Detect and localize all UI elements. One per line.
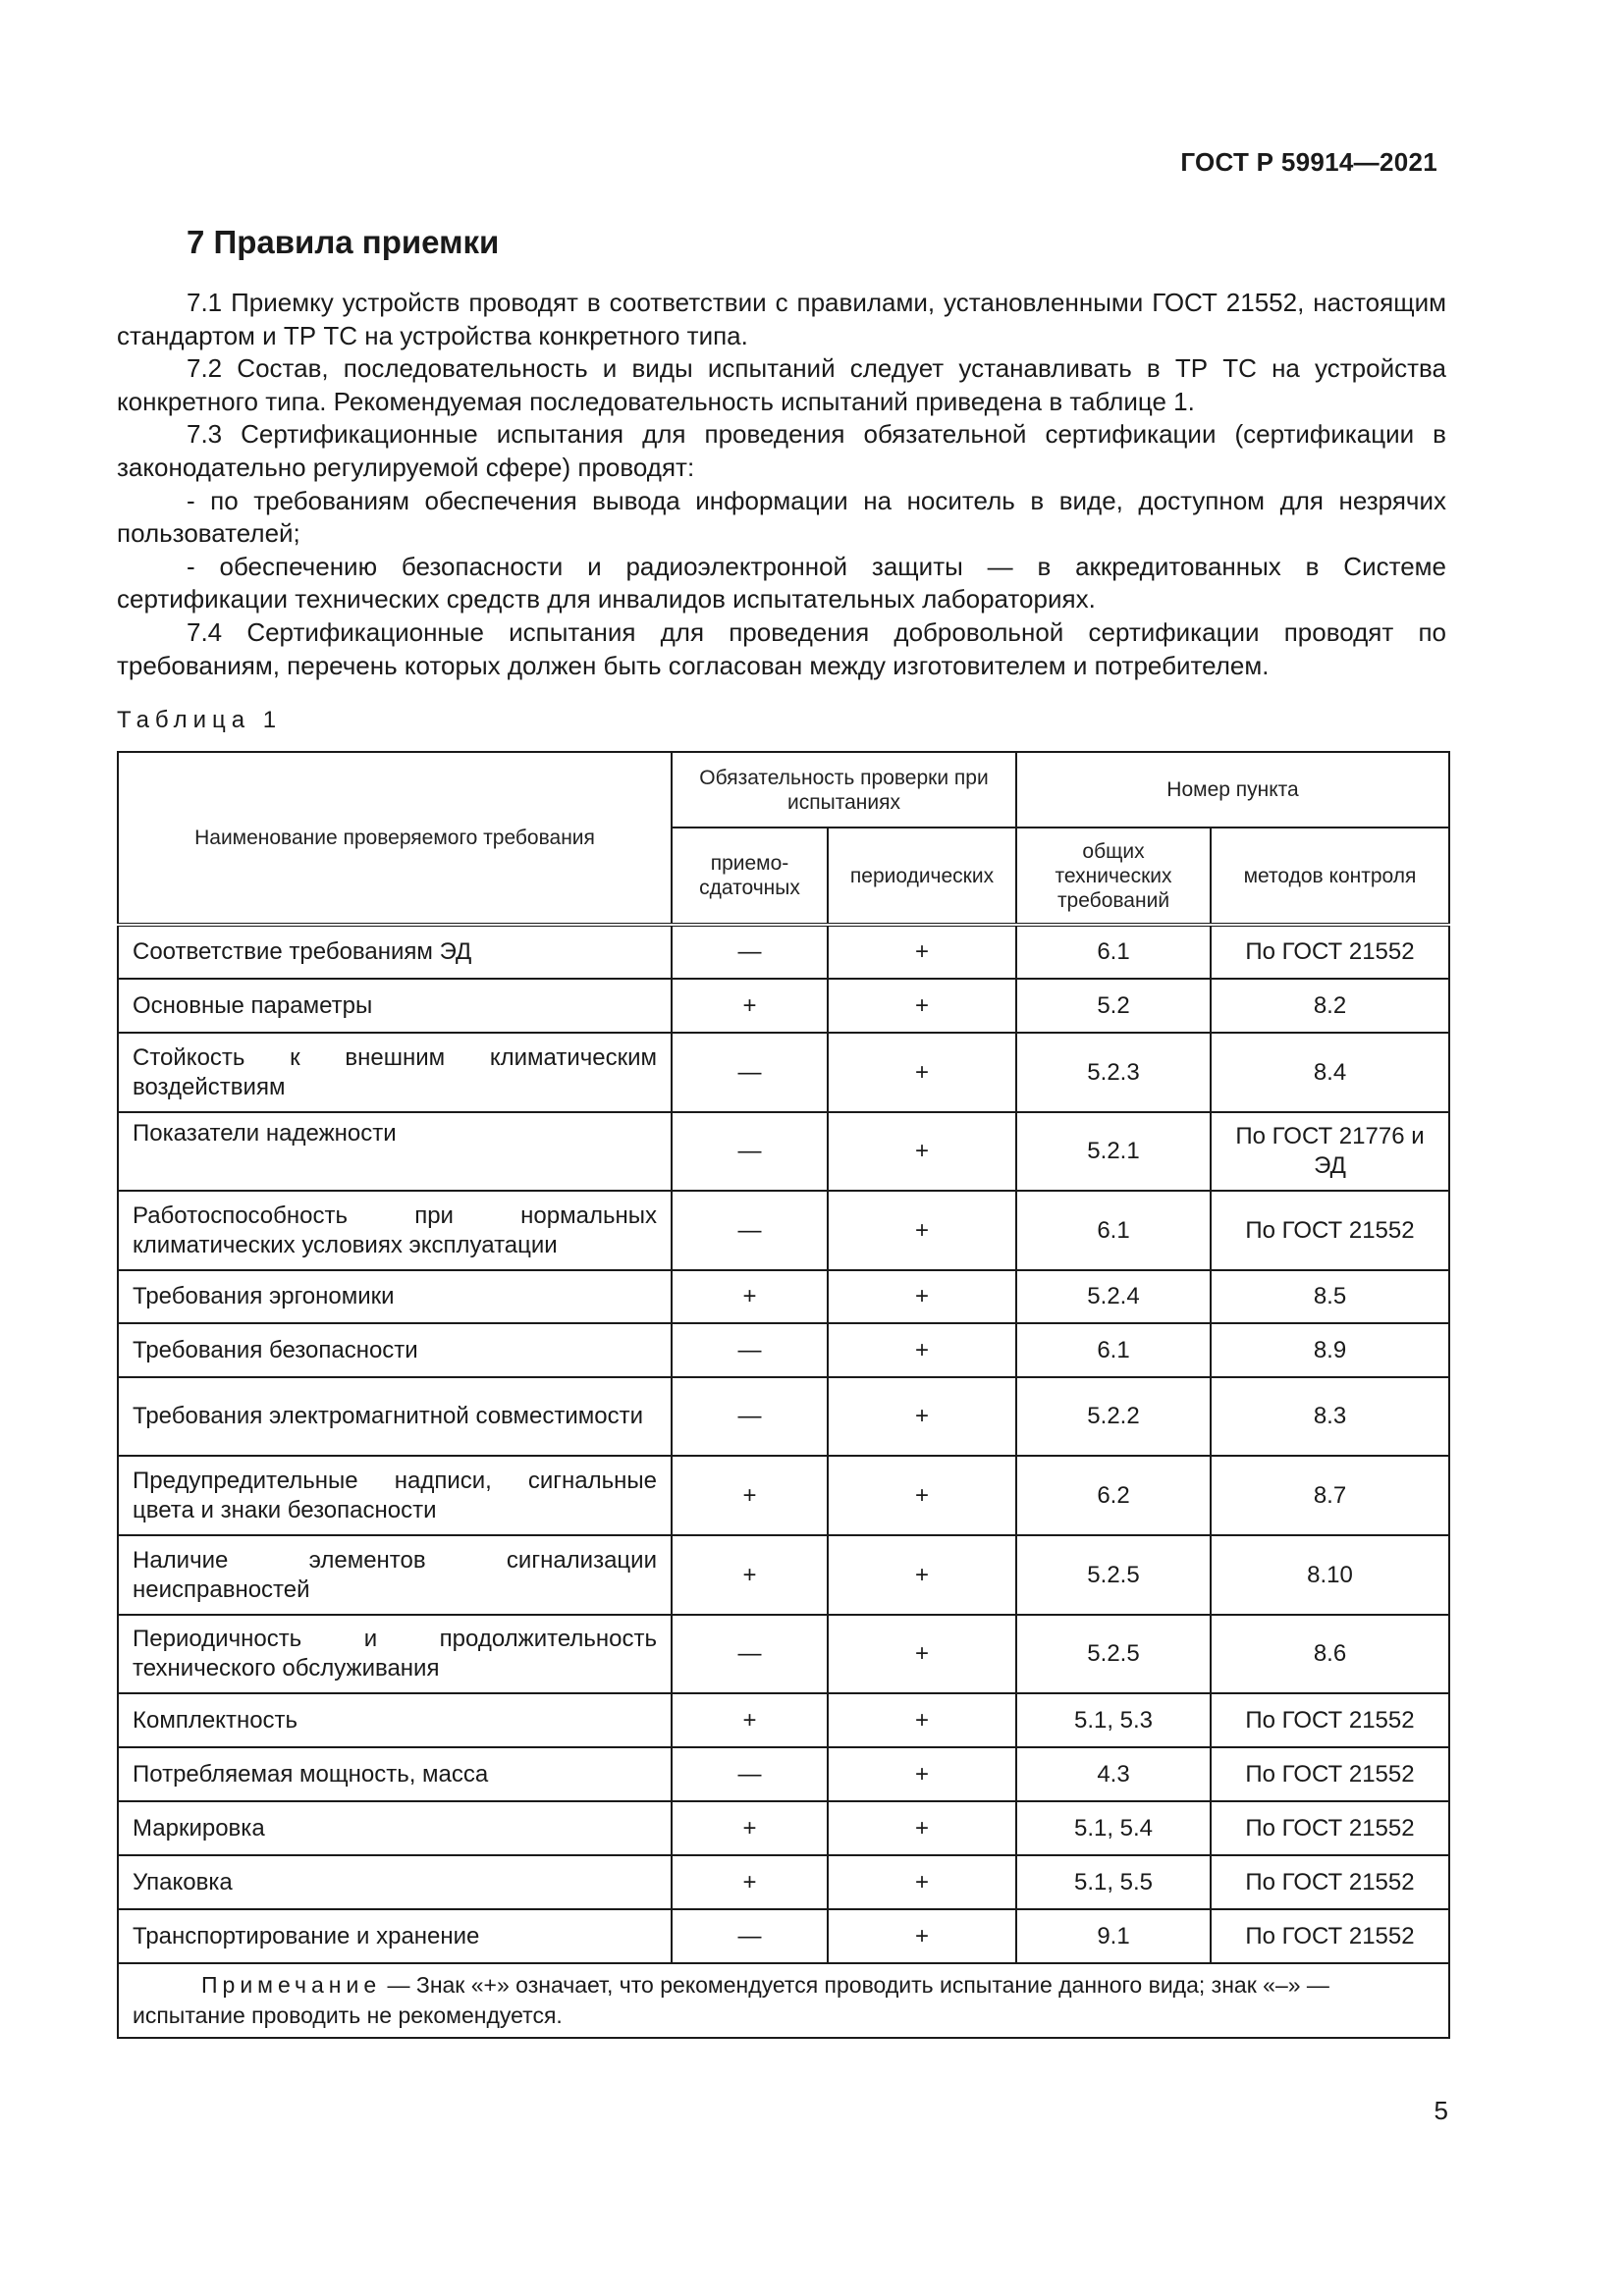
- row-acceptance: —: [672, 925, 828, 979]
- row-periodic: +: [828, 979, 1016, 1033]
- row-general-clause: 6.1: [1016, 1191, 1211, 1270]
- row-method-clause: 8.7: [1211, 1456, 1449, 1535]
- row-periodic: +: [828, 1033, 1016, 1112]
- header-mandatory-group: Обязательность проверки при испытаниях: [672, 752, 1016, 828]
- header-periodic: периодических: [828, 828, 1016, 925]
- row-method-clause: 8.6: [1211, 1615, 1449, 1693]
- table-note: [118, 1963, 1449, 2038]
- table-row: [118, 925, 1449, 979]
- standard-code: ГОСТ Р 59914—2021: [1180, 147, 1437, 177]
- row-periodic: +: [828, 1535, 1016, 1615]
- row-requirement: Транспортирование и хранение: [118, 1909, 672, 1963]
- table-row: [118, 1693, 1449, 1747]
- section-body: [117, 287, 1446, 682]
- row-acceptance: —: [672, 1112, 828, 1191]
- section-title: 7 Правила приемки: [187, 224, 500, 260]
- row-requirement: Основные параметры: [118, 979, 672, 1033]
- row-method-clause: По ГОСТ 21552: [1211, 1909, 1449, 1963]
- row-general-clause: 9.1: [1016, 1909, 1211, 1963]
- table-row: [118, 979, 1449, 1033]
- header-control-methods: методов контроля: [1211, 828, 1449, 925]
- row-general-clause: 4.3: [1016, 1747, 1211, 1801]
- row-periodic: +: [828, 1270, 1016, 1323]
- row-method-clause: 8.9: [1211, 1323, 1449, 1377]
- row-acceptance: +: [672, 1801, 828, 1855]
- table-row: [118, 1615, 1449, 1693]
- row-periodic: +: [828, 1747, 1016, 1801]
- row-method-clause: По ГОСТ 21552: [1211, 1693, 1449, 1747]
- row-method-clause: 8.3: [1211, 1377, 1449, 1456]
- row-method-clause: 8.2: [1211, 979, 1449, 1033]
- paragraph-7-2: 7.2 Состав, последовательность и виды испытаний следует устанавливать в ТР ТС на устройства конкретного типа. Рекомендуемая последовательность испытаний приведена в таблице 1.: [117, 353, 1446, 416]
- row-acceptance: —: [672, 1377, 828, 1456]
- row-general-clause: 5.1, 5.3: [1016, 1693, 1211, 1747]
- row-method-clause: 8.5: [1211, 1270, 1449, 1323]
- table-row: [118, 1033, 1449, 1112]
- row-periodic: +: [828, 1377, 1016, 1456]
- row-periodic: +: [828, 1323, 1016, 1377]
- row-periodic: +: [828, 1615, 1016, 1693]
- row-general-clause: 5.2.3: [1016, 1033, 1211, 1112]
- requirements-table: [117, 751, 1450, 2039]
- header-requirement-name: Наименование проверяемого требования: [118, 752, 672, 925]
- row-periodic: +: [828, 1693, 1016, 1747]
- table-row: [118, 1270, 1449, 1323]
- table-row: [118, 1909, 1449, 1963]
- row-method-clause: 8.10: [1211, 1535, 1449, 1615]
- header-general-requirements: общих технических требований: [1016, 828, 1211, 925]
- row-requirement: Потребляемая мощность, масса: [118, 1747, 672, 1801]
- table-row: [118, 1377, 1449, 1456]
- row-general-clause: 5.2.2: [1016, 1377, 1211, 1456]
- row-method-clause: 8.4: [1211, 1033, 1449, 1112]
- row-method-clause: По ГОСТ 21552: [1211, 1855, 1449, 1909]
- row-acceptance: +: [672, 1456, 828, 1535]
- row-requirement: Требования эргономики: [118, 1270, 672, 1323]
- row-periodic: +: [828, 1456, 1016, 1535]
- paragraph-7-3-item-1: - по требованиям обеспечения вывода информации на носитель в виде, доступном для незрячих пользователей;: [117, 485, 1446, 549]
- page-number: 5: [1434, 2096, 1448, 2125]
- row-requirement: Наличие элементов сигнализации неисправностей: [118, 1535, 672, 1615]
- table-row: [118, 1456, 1449, 1535]
- paragraph-7-1: 7.1 Приемку устройств проводят в соответствии с правилами, установленными ГОСТ 21552, настоящим стандартом и ТР ТС на устройства конкретного типа.: [117, 288, 1446, 350]
- row-requirement: Комплектность: [118, 1693, 672, 1747]
- row-acceptance: —: [672, 1033, 828, 1112]
- row-general-clause: 5.2.1: [1016, 1112, 1211, 1191]
- row-acceptance: —: [672, 1323, 828, 1377]
- row-requirement: Стойкость к внешним климатическим воздействиям: [118, 1033, 672, 1112]
- row-acceptance: +: [672, 1855, 828, 1909]
- row-requirement: Периодичность и продолжительность технического обслуживания: [118, 1615, 672, 1693]
- paragraph-7-3-item-2: - обеспечению безопасности и радиоэлектронной защиты — в аккредитованных в Системе сертификации технических средств для инвалидов испытательных лабораториях.: [117, 551, 1446, 614]
- row-requirement: Требования безопасности: [118, 1323, 672, 1377]
- table-row: [118, 1191, 1449, 1270]
- row-acceptance: +: [672, 1693, 828, 1747]
- row-periodic: +: [828, 1191, 1016, 1270]
- row-periodic: +: [828, 925, 1016, 979]
- row-method-clause: По ГОСТ 21552: [1211, 1191, 1449, 1270]
- row-general-clause: 6.1: [1016, 1323, 1211, 1377]
- row-requirement: Предупредительные надписи, сигнальные цвета и знаки безопасности: [118, 1456, 672, 1535]
- header-clause-number: Номер пункта: [1016, 752, 1449, 828]
- row-acceptance: +: [672, 1535, 828, 1615]
- row-requirement: Маркировка: [118, 1801, 672, 1855]
- table-row: [118, 1747, 1449, 1801]
- row-acceptance: +: [672, 979, 828, 1033]
- row-general-clause: 6.2: [1016, 1456, 1211, 1535]
- row-general-clause: 5.2.5: [1016, 1615, 1211, 1693]
- row-periodic: +: [828, 1855, 1016, 1909]
- row-general-clause: 5.2: [1016, 979, 1211, 1033]
- row-general-clause: 5.1, 5.4: [1016, 1801, 1211, 1855]
- row-method-clause: По ГОСТ 21552: [1211, 925, 1449, 979]
- row-acceptance: —: [672, 1191, 828, 1270]
- row-acceptance: +: [672, 1270, 828, 1323]
- table-row: [118, 1323, 1449, 1377]
- row-requirement: Соответствие требованиям ЭД: [118, 925, 672, 979]
- paragraph-7-4: 7.4 Сертификационные испытания для проведения добровольной сертификации проводят по требованиям, перечень которых должен быть согласован между изготовителем и потребителем.: [117, 616, 1446, 680]
- paragraph-7-3: 7.3 Сертификационные испытания для проведения обязательной сертификации (сертификации в законодательно регулируемой сфере) проводят:: [117, 419, 1446, 482]
- row-general-clause: 5.2.5: [1016, 1535, 1211, 1615]
- note-text: — Знак «+» означает, что рекомендуется проводить испытание данного вида; знак «–» — испытание проводить не рекомендуется.: [133, 1972, 1329, 2028]
- row-acceptance: —: [672, 1747, 828, 1801]
- row-general-clause: 5.2.4: [1016, 1270, 1211, 1323]
- row-periodic: +: [828, 1112, 1016, 1191]
- row-periodic: +: [828, 1909, 1016, 1963]
- table-row: [118, 1112, 1449, 1191]
- row-method-clause: По ГОСТ 21776 и ЭД: [1211, 1112, 1449, 1191]
- row-method-clause: По ГОСТ 21552: [1211, 1747, 1449, 1801]
- row-general-clause: 6.1: [1016, 925, 1211, 979]
- row-requirement: Показатели надежности: [118, 1112, 672, 1191]
- row-acceptance: —: [672, 1615, 828, 1693]
- row-periodic: +: [828, 1801, 1016, 1855]
- row-acceptance: —: [672, 1909, 828, 1963]
- table-row: [118, 1801, 1449, 1855]
- row-requirement: Упаковка: [118, 1855, 672, 1909]
- row-requirement: Требования электромагнитной совместимости: [118, 1377, 672, 1456]
- row-general-clause: 5.1, 5.5: [1016, 1855, 1211, 1909]
- row-method-clause: По ГОСТ 21552: [1211, 1801, 1449, 1855]
- table-caption: Таблица 1: [117, 707, 283, 733]
- note-label: Примечание: [201, 1972, 382, 1998]
- table-row: [118, 1535, 1449, 1615]
- table-note-row: [118, 1963, 1449, 2038]
- table-row: [118, 1855, 1449, 1909]
- row-requirement: Работоспособность при нормальных климатических условиях эксплуатации: [118, 1191, 672, 1270]
- header-acceptance: приемо-сдаточных: [672, 828, 828, 925]
